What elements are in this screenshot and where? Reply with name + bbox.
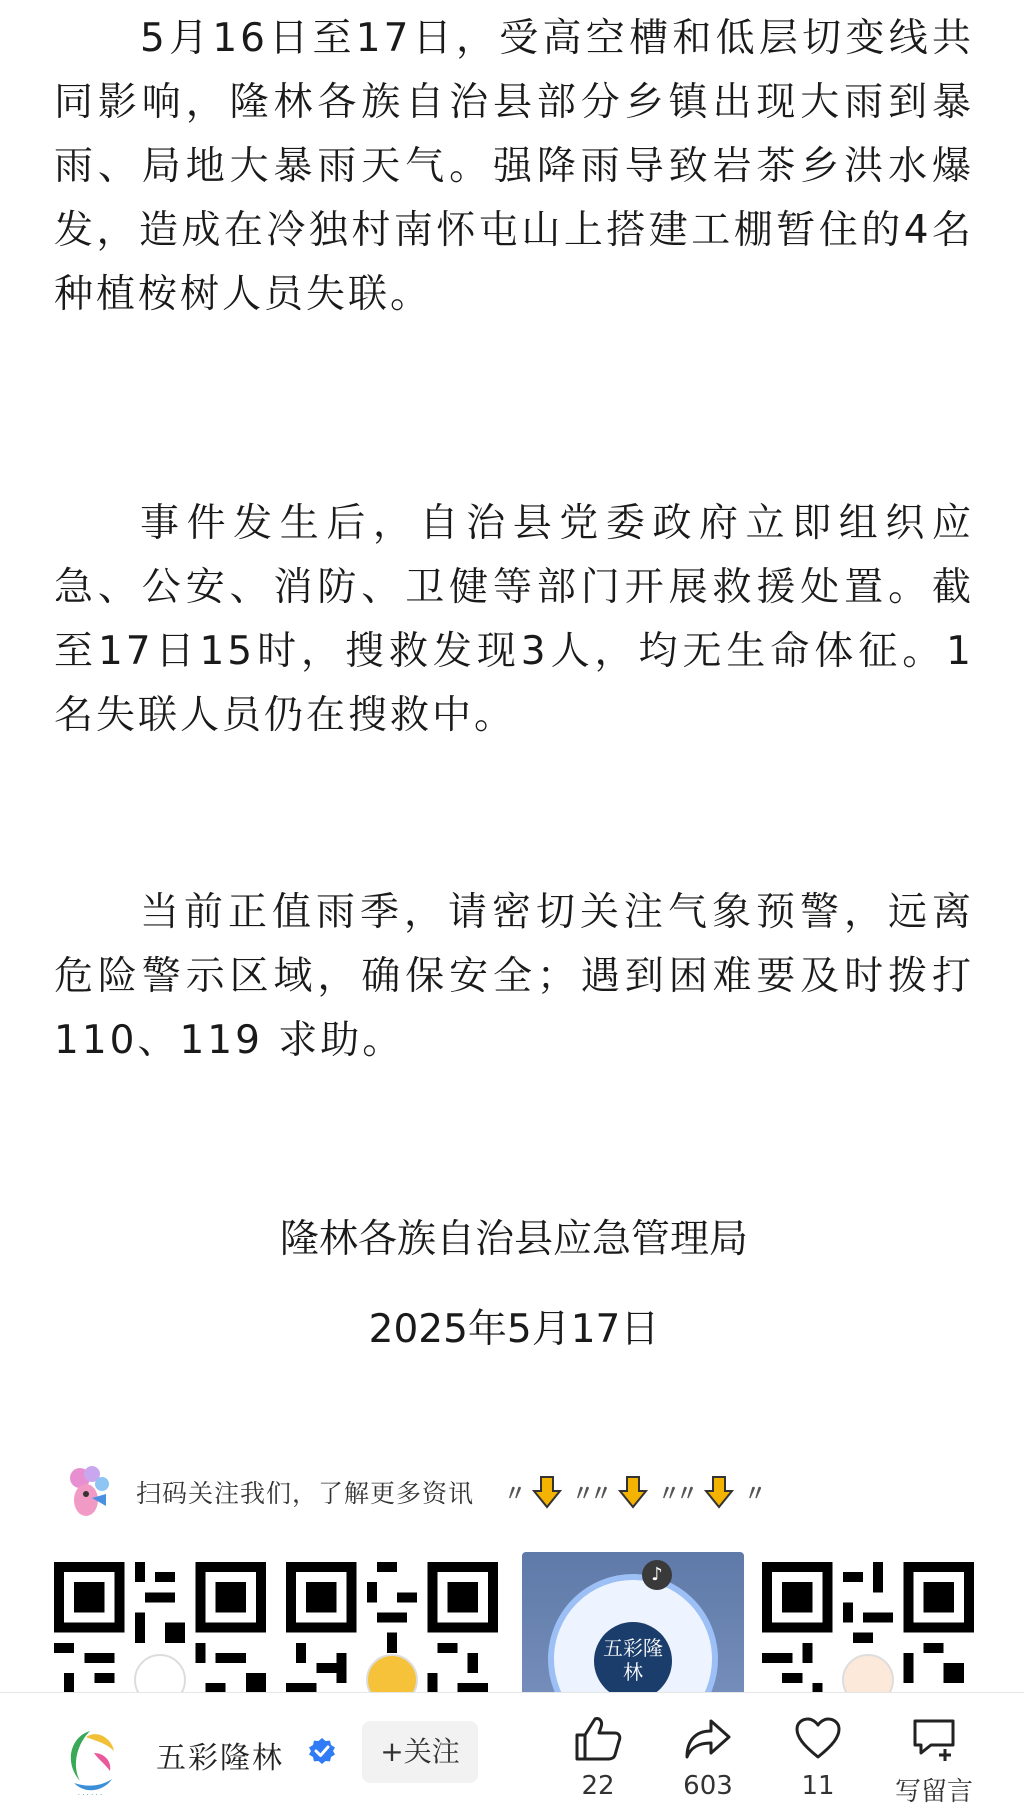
follow-button[interactable]: +关注 bbox=[362, 1721, 478, 1783]
write-comment-icon bbox=[909, 1715, 959, 1763]
like-count: 22 bbox=[581, 1771, 615, 1801]
bottom-action-bar bbox=[0, 1692, 1024, 1807]
mascot-icon bbox=[62, 1464, 118, 1520]
follow-banner bbox=[62, 1462, 962, 1522]
share-action[interactable] bbox=[668, 1715, 748, 1801]
share-icon bbox=[683, 1715, 733, 1763]
heart-icon bbox=[793, 1715, 843, 1763]
article-paragraph-3: 当前正值雨季，请密切关注气象预警，远离危险警示区域，确保安全；遇到困难要及时拨打110、119 求助。 bbox=[54, 890, 974, 1063]
arrow-down-icon bbox=[532, 1475, 562, 1509]
douyin-code-label: 五彩隆林 bbox=[594, 1622, 672, 1692]
svg-text:· · · · · ·: · · · · · · bbox=[77, 1791, 103, 1799]
like-action[interactable] bbox=[558, 1715, 638, 1801]
share-count: 603 bbox=[683, 1771, 733, 1801]
qr-code-douyin bbox=[522, 1552, 744, 1692]
qr-code-wechat-1 bbox=[54, 1562, 266, 1692]
article-paragraph-2: 事件发生后，自治县党委政府立即组织应急、公安、消防、卫健等部门开展救援处置。截至17日15时，搜救发现3人，均无生命体征。1名失联人员仍在搜救中。 bbox=[54, 501, 974, 738]
thumbs-up-icon bbox=[573, 1715, 623, 1763]
qr-code-wechat-2 bbox=[286, 1562, 498, 1692]
arrow-decoration: 〃 〃〃 〃〃 〃 bbox=[504, 1475, 762, 1509]
favorite-action[interactable] bbox=[778, 1715, 858, 1801]
arrow-down-icon bbox=[618, 1475, 648, 1509]
comment-action[interactable] bbox=[886, 1715, 982, 1808]
article-signature: 隆林各族自治县应急管理局 bbox=[279, 1217, 748, 1262]
account-logo-icon[interactable] bbox=[58, 1723, 122, 1799]
follow-banner-text: 扫码关注我们，了解更多资讯 bbox=[136, 1479, 475, 1508]
favorite-count: 11 bbox=[801, 1771, 835, 1801]
account-name[interactable]: 五彩隆林 bbox=[156, 1741, 284, 1776]
qr-code-row bbox=[54, 1552, 974, 1692]
douyin-icon: ♪ bbox=[642, 1560, 672, 1590]
arrow-down-icon bbox=[704, 1475, 734, 1509]
verified-badge-icon bbox=[308, 1737, 336, 1765]
article-date: 2025年5月17日 bbox=[368, 1307, 660, 1352]
qr-code-wechat-3 bbox=[762, 1562, 974, 1692]
comment-label: 写留言 bbox=[894, 1777, 973, 1807]
article-paragraph-1: 5月16日至17日，受高空槽和低层切变线共同影响，隆林各族自治县部分乡镇出现大雨到暴雨、局地大暴雨天气。强降雨导致岩茶乡洪水爆发，造成在冷独村南怀屯山上搭建工棚暂住的4名种植桉树人员失联。 bbox=[54, 16, 974, 317]
